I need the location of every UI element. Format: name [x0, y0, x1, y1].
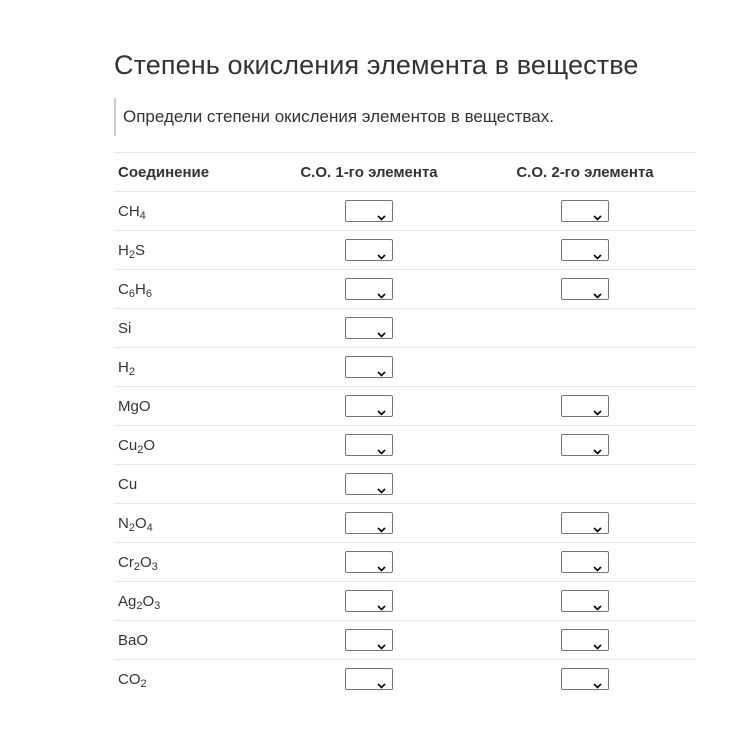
ox1-select[interactable] — [345, 629, 393, 651]
formula-text: O — [139, 553, 152, 571]
table-row — [114, 504, 696, 543]
ox2-select[interactable] — [561, 239, 609, 261]
ox2-cell — [474, 543, 696, 582]
chevron-down-icon — [377, 520, 386, 526]
formula-text: Cu — [118, 436, 138, 454]
formula-text: Si — [118, 319, 132, 337]
compound-formula — [114, 270, 264, 309]
ox2-cell — [474, 660, 696, 699]
formula-subscript: 6 — [145, 287, 152, 300]
formula-subscript: 2 — [133, 560, 140, 573]
chevron-down-icon — [593, 520, 602, 526]
ox1-cell — [264, 465, 474, 504]
formula-text: N — [118, 514, 129, 532]
table-header-row — [114, 153, 696, 192]
formula-text: H — [134, 280, 146, 298]
chevron-down-icon — [377, 325, 386, 331]
formula-text: O — [143, 436, 155, 454]
formula-text: O — [142, 592, 155, 610]
ox2-cell — [474, 582, 696, 621]
ox1-cell — [264, 192, 474, 231]
oxidation-table — [114, 152, 696, 698]
table-row — [114, 309, 696, 348]
compound-formula — [114, 231, 264, 270]
ox2-select[interactable] — [561, 629, 609, 651]
ox1-cell — [264, 621, 474, 660]
formula-subscript: 2 — [128, 365, 135, 378]
chevron-down-icon — [593, 598, 602, 604]
chevron-down-icon — [593, 247, 602, 253]
chevron-down-icon — [377, 286, 386, 292]
table-row — [114, 231, 696, 270]
header-compound: Соединение — [114, 153, 264, 192]
ox2-select[interactable] — [561, 512, 609, 534]
formula-text: Cr — [118, 553, 134, 571]
ox2-cell — [474, 309, 696, 348]
chevron-down-icon — [377, 637, 386, 643]
compound-formula — [114, 660, 264, 699]
ox1-cell — [264, 543, 474, 582]
formula-text: C — [118, 280, 129, 298]
table-row — [114, 465, 696, 504]
compound-formula — [114, 465, 264, 504]
compound-formula — [114, 387, 264, 426]
ox2-select[interactable] — [561, 668, 609, 690]
table-row — [114, 348, 696, 387]
ox1-select[interactable] — [345, 551, 393, 573]
chevron-down-icon — [593, 403, 602, 409]
chevron-down-icon — [593, 442, 602, 448]
ox1-select[interactable] — [345, 356, 393, 378]
formula-text: H — [118, 358, 129, 376]
table-row — [114, 426, 696, 465]
chevron-down-icon — [377, 442, 386, 448]
header-ox2: С.О. 2-го элемента — [474, 153, 696, 192]
ox1-cell — [264, 660, 474, 699]
table-row — [114, 582, 696, 621]
ox1-select[interactable] — [345, 473, 393, 495]
table-body — [114, 192, 696, 699]
formula-subscript: 6 — [128, 287, 135, 300]
page-title: Степень окисления элемента в веществе — [114, 50, 639, 80]
ox2-select[interactable] — [561, 590, 609, 612]
formula-subscript: 2 — [128, 521, 135, 534]
formula-text: BaO — [118, 631, 149, 649]
ox2-select[interactable] — [561, 200, 609, 222]
formula-text: CH — [118, 202, 140, 220]
compound-formula — [114, 582, 264, 621]
exercise-page — [114, 46, 696, 698]
ox1-select[interactable] — [345, 239, 393, 261]
ox1-select[interactable] — [345, 395, 393, 417]
formula-subscript: 4 — [139, 209, 146, 222]
ox2-cell — [474, 621, 696, 660]
header-ox1: С.О. 1-го элемента — [264, 153, 474, 192]
ox1-cell — [264, 270, 474, 309]
ox2-select[interactable] — [561, 434, 609, 456]
chevron-down-icon — [593, 637, 602, 643]
formula-subscript: 2 — [136, 599, 143, 612]
table-row — [114, 270, 696, 309]
chevron-down-icon — [593, 208, 602, 214]
compound-formula — [114, 426, 264, 465]
ox1-select[interactable] — [345, 434, 393, 456]
compound-formula — [114, 543, 264, 582]
compound-formula — [114, 309, 264, 348]
chevron-down-icon — [377, 364, 386, 370]
compound-formula — [114, 348, 264, 387]
chevron-down-icon — [593, 286, 602, 292]
chevron-down-icon — [593, 559, 602, 565]
ox2-cell — [474, 348, 696, 387]
formula-subscript: 4 — [146, 521, 153, 534]
formula-subscript: 2 — [128, 248, 135, 261]
chevron-down-icon — [377, 247, 386, 253]
chevron-down-icon — [593, 676, 602, 682]
table-row — [114, 660, 696, 699]
ox1-select[interactable] — [345, 590, 393, 612]
formula-text: MgO — [118, 397, 151, 415]
ox2-cell — [474, 426, 696, 465]
ox2-select[interactable] — [561, 551, 609, 573]
formula-subscript: 3 — [154, 599, 161, 612]
compound-formula — [114, 504, 264, 543]
compound-formula — [114, 621, 264, 660]
table-row — [114, 192, 696, 231]
ox1-select[interactable] — [345, 512, 393, 534]
ox1-cell — [264, 426, 474, 465]
chevron-down-icon — [377, 481, 386, 487]
ox1-cell — [264, 582, 474, 621]
formula-subscript: 2 — [137, 443, 144, 456]
ox2-cell — [474, 270, 696, 309]
formula-subscript: 2 — [140, 677, 147, 690]
instruction-text: Определи степени окисления элементов в веществах. — [114, 98, 696, 136]
compound-formula — [114, 192, 264, 231]
formula-text: Cu — [118, 475, 138, 493]
ox1-cell — [264, 309, 474, 348]
chevron-down-icon — [377, 559, 386, 565]
table-row — [114, 387, 696, 426]
table-row — [114, 543, 696, 582]
ox1-select[interactable] — [345, 668, 393, 690]
ox2-cell — [474, 192, 696, 231]
ox2-cell — [474, 387, 696, 426]
ox2-select[interactable] — [561, 278, 609, 300]
ox1-select[interactable] — [345, 278, 393, 300]
ox1-cell — [264, 231, 474, 270]
ox2-cell — [474, 231, 696, 270]
ox1-cell — [264, 387, 474, 426]
ox2-select[interactable] — [561, 395, 609, 417]
ox1-select[interactable] — [345, 317, 393, 339]
formula-text: S — [134, 241, 145, 259]
formula-text: O — [134, 514, 147, 532]
ox2-cell — [474, 504, 696, 543]
chevron-down-icon — [377, 598, 386, 604]
chevron-down-icon — [377, 676, 386, 682]
formula-subscript: 3 — [151, 560, 158, 573]
table-row — [114, 621, 696, 660]
ox1-select[interactable] — [345, 200, 393, 222]
chevron-down-icon — [377, 208, 386, 214]
formula-text: Ag — [118, 592, 137, 610]
ox1-cell — [264, 504, 474, 543]
ox2-cell — [474, 465, 696, 504]
ox1-cell — [264, 348, 474, 387]
formula-text: H — [118, 241, 129, 259]
formula-text: CO — [118, 670, 141, 688]
chevron-down-icon — [377, 403, 386, 409]
